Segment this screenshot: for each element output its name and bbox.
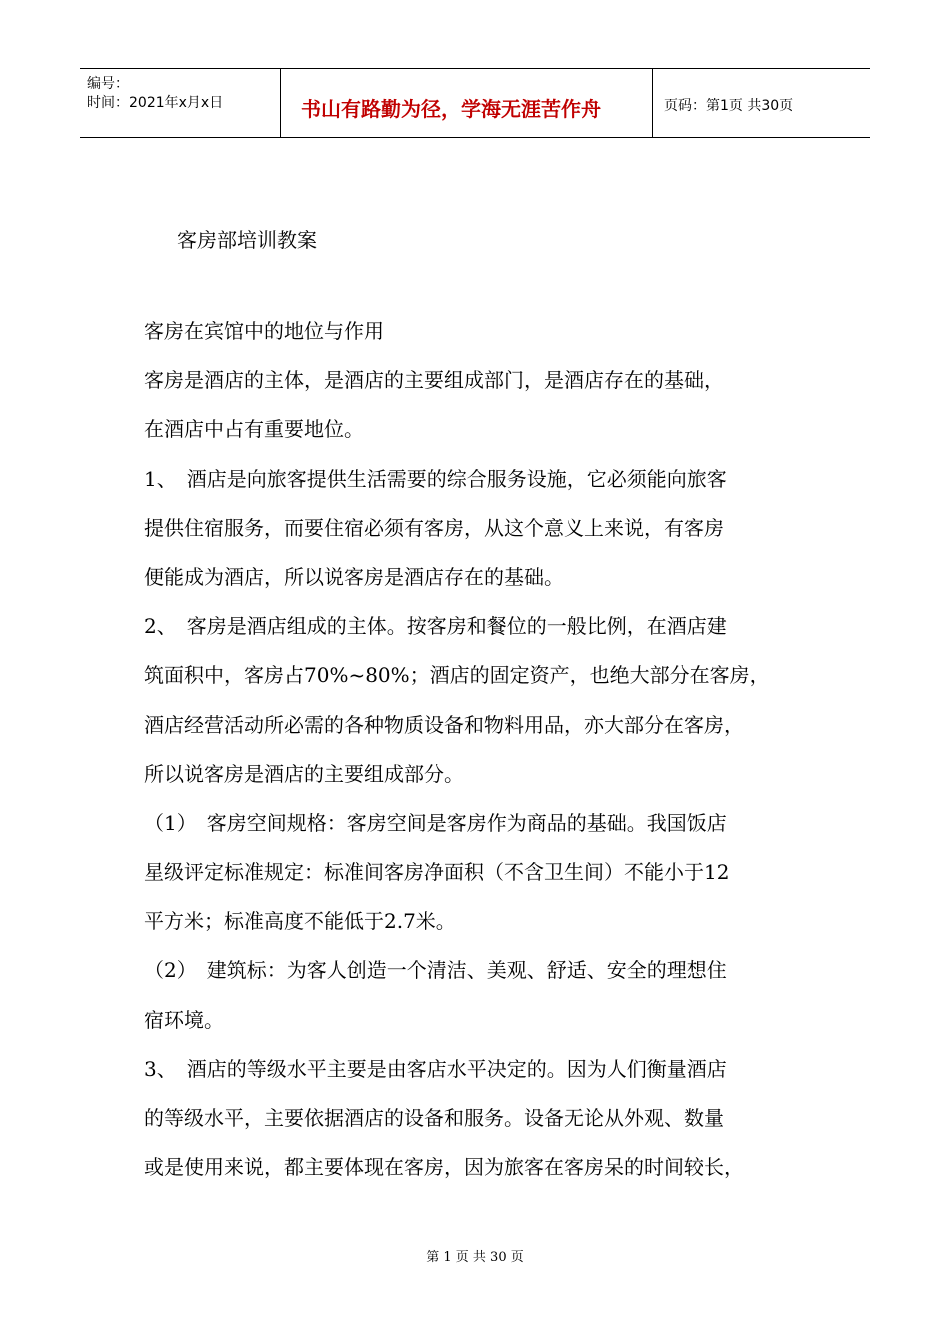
body-line: 1、 酒店是向旅客提供生活需要的综合服务设施，它必须能向旅客 — [144, 466, 727, 491]
date-label: 时间：2021年x月x日 — [87, 95, 224, 111]
page-footer: 第 1 页 共 30 页 — [426, 1250, 524, 1265]
header-page-cell — [653, 69, 870, 137]
document-title: 客房部培训教案 — [177, 228, 317, 252]
body-line: 3、 酒店的等级水平主要是由客店水平决定的。因为人们衡量酒店 — [144, 1056, 727, 1081]
number-label: 编号： — [87, 76, 129, 92]
body-line: 所以说客房是酒店的主要组成部分。 — [144, 761, 464, 786]
body-line: 的等级水平，主要依据酒店的设备和服务。设备无论从外观、数量 — [144, 1106, 724, 1130]
body-line: 筑面积中，客房占70%~80%；酒店的固定资产，也绝大部分在客房， — [144, 663, 770, 688]
header-page-info: 页码：第1页 共30页 — [664, 98, 794, 114]
header-meta-cell — [80, 69, 281, 137]
body-line: 星级评定标准规定：标准间客房净面积（不含卫生间）不能小于12 — [144, 860, 730, 885]
body-line: 2、 客房是酒店组成的主体。按客房和餐位的一般比例，在酒店建 — [144, 614, 727, 639]
body-line: （1） 客房空间规格：客房空间是客房作为商品的基础。我国饭店 — [144, 810, 727, 835]
body-line: 便能成为酒店，所以说客房是酒店存在的基础。 — [144, 564, 564, 589]
body-line: 平方米；标准高度不能低于2.7米。 — [144, 909, 456, 934]
body-line: 在酒店中占有重要地位。 — [144, 417, 364, 442]
body-line: 或是使用来说，都主要体现在客房，因为旅客在客房呆的时间较长， — [144, 1155, 744, 1180]
header-motto-cell — [281, 69, 653, 137]
body-line: （2） 建筑标：为客人创造一个清洁、美观、舒适、安全的理想住 — [144, 958, 727, 983]
body-line: 提供住宿服务，而要住宿必须有客房，从这个意义上来说，有客房 — [144, 515, 724, 540]
document-header — [80, 68, 870, 138]
body-line: 宿环境。 — [144, 1007, 224, 1032]
body-line: 客房在宾馆中的地位与作用 — [144, 319, 384, 343]
body-line: 客房是酒店的主体，是酒店的主要组成部门，是酒店存在的基础， — [144, 368, 724, 393]
body-line: 酒店经营活动所必需的各种物质设备和物料用品，亦大部分在客房， — [144, 712, 744, 737]
document-body — [144, 316, 824, 1201]
motto-text: 书山有路勤为径，学海无涯苦作舟 — [301, 97, 601, 121]
